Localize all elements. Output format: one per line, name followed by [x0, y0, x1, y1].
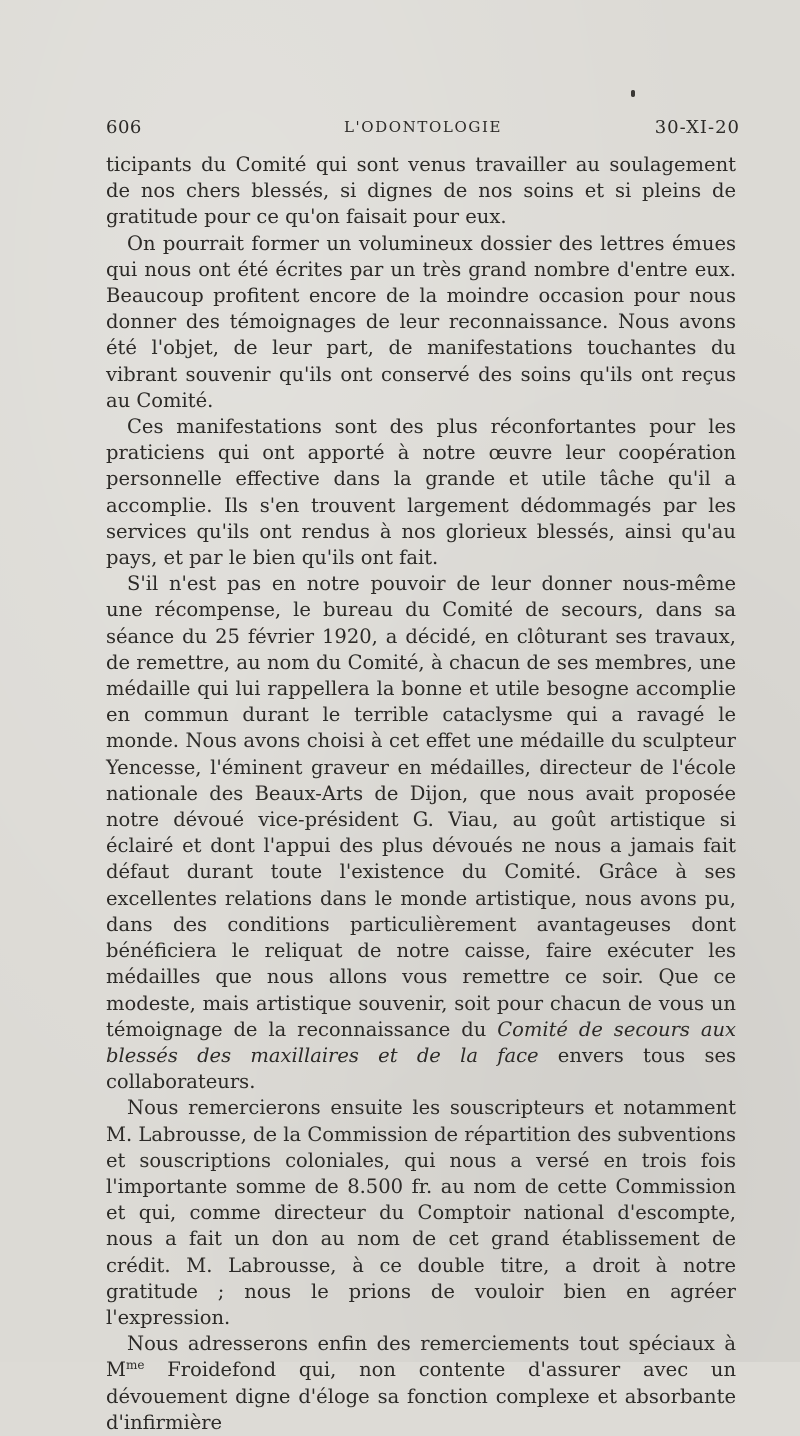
page-number: 606: [106, 117, 142, 138]
running-title: L'ODONTOLOGIE: [343, 118, 503, 136]
page-header: [106, 117, 740, 145]
paragraph-medal: [106, 571, 736, 1095]
committee-name: Comité de secours aux blessés des maxillaires et de la face: [106, 1017, 737, 1067]
paragraph-subscribers: Nous remercierons ensuite les souscripteurs et notamment M. Labrousse, de la Commission de répartition des subventions et souscriptions coloniales, qui nous a versé en trois fois l'importante somme de 8.500 fr. au nom de cette Commission et qui, comme directeur du Comptoir national d'escompte, nous a fait un don au nom de cet grand établissement de crédit. M. Labrousse, à ce double titre, a droit à notre gratitude ; nous le prions de vouloir bien en agréer l'expression.: [106, 1096, 736, 1329]
body-text: [106, 152, 736, 1436]
medal-text-end: envers tous ses collaborateurs.: [106, 1043, 736, 1094]
title-abbreviation: me: [125, 1358, 145, 1373]
paragraph-letters: On pourrait former un volumineux dossier des lettres émues qui nous ont été écrites par un très grand nombre d'entre eux. Beaucoup profitent encore de la moindre occasion pour nous donner des témoignages de leur reconnaissance. Nous avons été l'objet, de leur part, de manifestations touchantes du vibrant souvenir qu'ils ont conservé des soins qu'ils ont reçus au Comité.: [106, 231, 736, 412]
paragraph-continuation: ticipants du Comité qui sont venus travailler au soulagement de nos chers blessés, si dignes de nos soins et si pleins de gratitude pour ce qu'on faisait pour eux.: [106, 153, 736, 229]
ink-speck: [631, 90, 635, 97]
thanks-text-end: Froidefond qui, non contente d'assurer avec un dévouement digne d'éloge sa fonction complexe et absorbante d'infirmière: [106, 1358, 737, 1434]
paragraph-thanks: [106, 1331, 736, 1436]
paragraph-manifestations: Ces manifestations sont des plus réconfortantes pour les praticiens qui ont apporté à notre œuvre leur coopération personnelle effective dans la grande et utile tâche qu'il a accomplie. Ils s'en trouvent largement dédommagés par les services qu'ils ont rendus à nos glorieux blessés, ainsi qu'au pays, et par le bien qu'ils ont fait.: [106, 415, 736, 570]
medal-text: S'il n'est pas en notre pouvoir de leur donner nous-même une récompense, le bureau du Comité de secours, dans sa séance du 25 février 1920, a décidé, en clôturant ses travaux, de remettre, au nom du Comité, à chacun de ses membres, une médaille qui lui rappellera la bonne et utile besogne accomplie en commun durant le terrible cataclysme qui a ravagé le monde. Nous avons choisi à cet effet une médaille du sculpteur Yencesse, l'éminent graveur en médailles, directeur de l'école nationale des Beaux-Arts de Dijon, que nous avait proposée notre dévoué vice-président G. Viau, au goût artistique si éclairé et dont l'appui des plus dévoués ne nous a jamais fait défaut durant toute l'existence du Comité. Grâce à ses excellentes relations dans le monde artistique, nous avons pu, dans des conditions particulièrement avantageuses dont bénéficiera le reliquat de notre caisse, faire exécuter les médailles que nous allons vous remettre ce soir. Que ce modeste, mais artistique souvenir, soit pour chacun de vous un témoignage de la reconnaissance du: [106, 572, 736, 1041]
thanks-text: Nous adresserons enfin des remerciements tout spéciaux à M: [106, 1332, 736, 1382]
date-mark: 30-XI-20: [654, 117, 740, 138]
